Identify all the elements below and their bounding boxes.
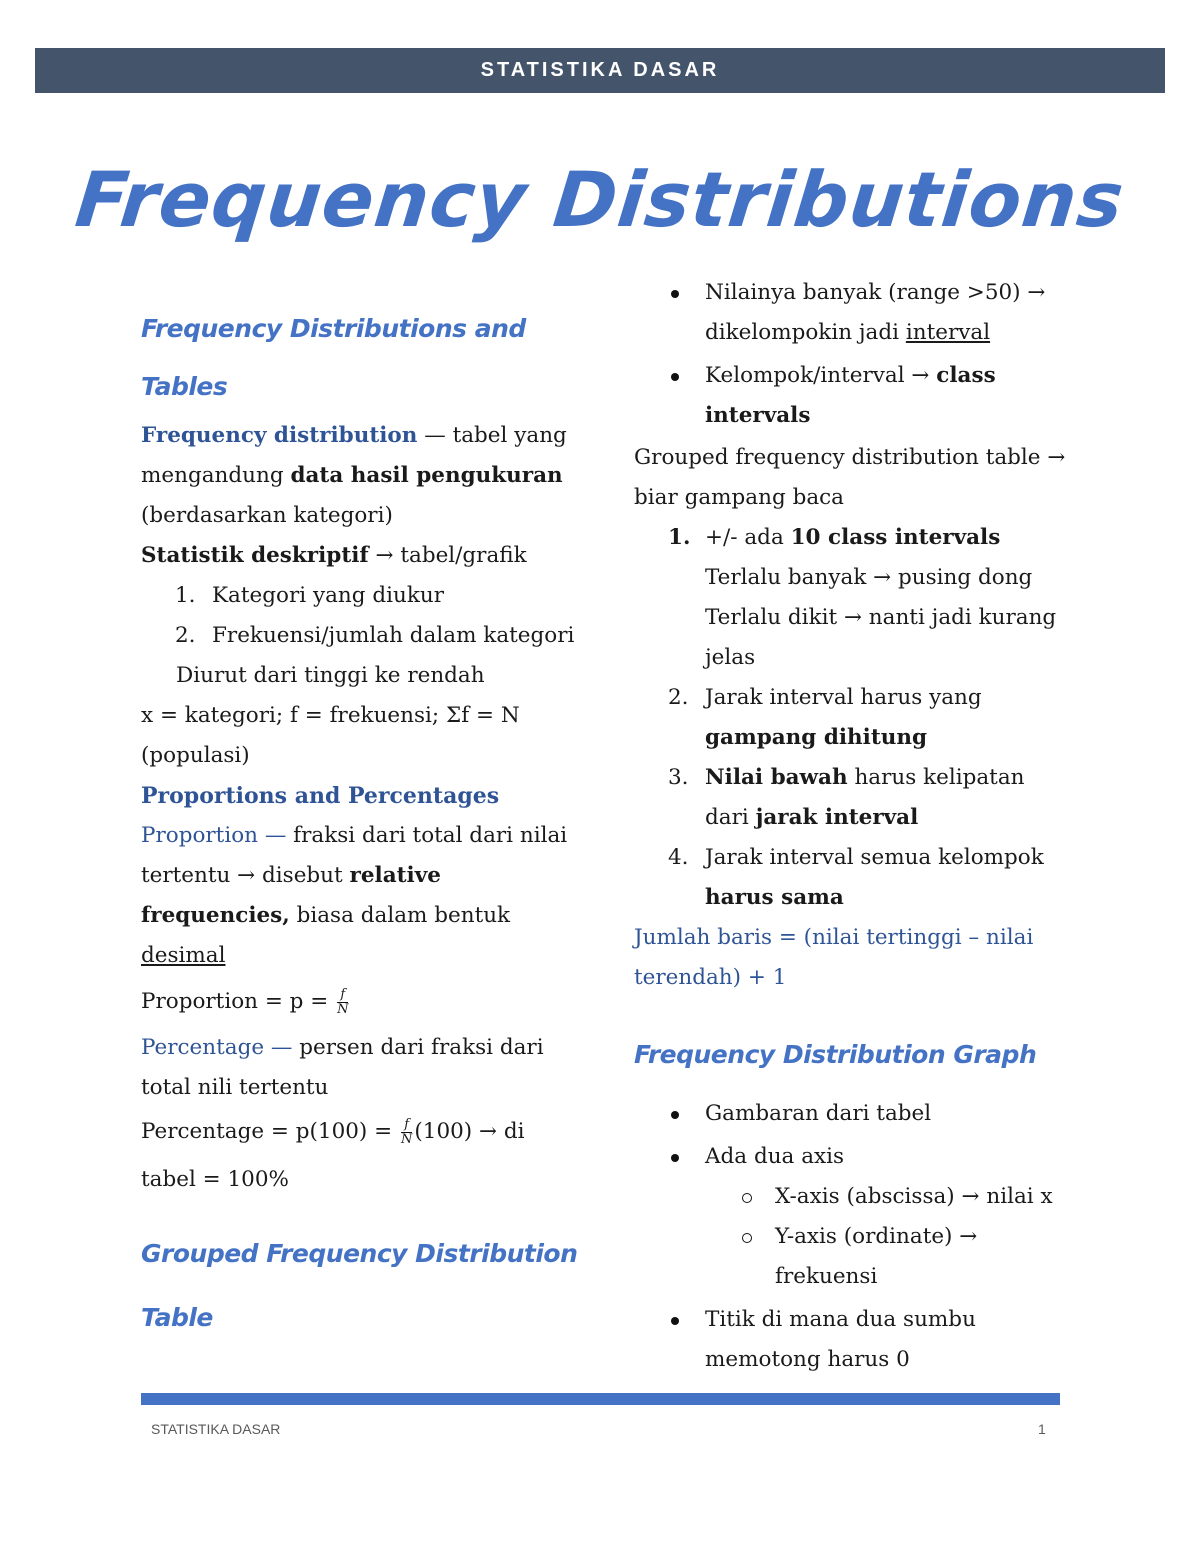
notation-line: x = kategori; f = frekuensi; Σf = N (populasi) xyxy=(141,703,520,768)
term-frequency-distribution: Frequency distribution xyxy=(141,423,418,448)
fraction-f-over-n: $\frac{f}{N}$ xyxy=(401,1116,413,1147)
sub-bullet-icon xyxy=(742,1233,752,1243)
proportion-definition: Proportion — fraksi dari total dari nilai tertentu → disebut relative frequencies, biasa dalam bentuk desimal xyxy=(141,823,568,968)
rows-formula: Jumlah baris = (nilai tertinggi – nilai terendah) + 1 xyxy=(634,925,1034,990)
header-bar xyxy=(35,48,1165,93)
bullet-icon xyxy=(671,290,679,298)
list-item: Kelompok/interval → class intervals xyxy=(634,356,1074,436)
list-item: 2. Jarak interval harus yang gampang dihitung xyxy=(668,685,982,750)
list-item: 2. Frekuensi/jumlah dalam kategori xyxy=(175,623,575,648)
list-item: 1. Kategori yang diukur xyxy=(175,583,444,608)
list-item: Gambaran dari tabel xyxy=(634,1094,1074,1134)
bullet-icon xyxy=(671,373,679,381)
footer-label: STATISTIKA DASAR xyxy=(151,1421,281,1437)
bullet-icon xyxy=(671,1111,679,1119)
list-item: 4. Jarak interval semua kelompok harus sama xyxy=(668,845,1044,910)
section-subtitle-proportions: Proportions and Percentages xyxy=(141,783,500,809)
list-item: Ada dua axis xyxy=(634,1137,1074,1177)
descriptive-stat-line: Statistik deskriptif → tabel/grafik xyxy=(141,543,527,568)
bullet-icon xyxy=(671,1317,679,1325)
footer-rule xyxy=(141,1393,1060,1405)
frequency-distribution-definition: Frequency distribution — tabel yang mengandung data hasil pengukuran (berdasarkan kategori) xyxy=(141,423,567,528)
percentage-formula: Percentage = p(100) = $\frac{f}{N}$ (100) → di tabel = 100% xyxy=(141,1116,525,1192)
list-item: Y-axis (ordinate) → frekuensi xyxy=(634,1217,1074,1297)
header-title: STATISTIKA DASAR xyxy=(480,59,720,81)
list-item: 3. Nilai bawah harus kelipatan dari jarak interval xyxy=(668,765,1025,830)
left-column xyxy=(141,300,581,1350)
list-item: Nilainya banyak (range >50) → dikelompokin jadi interval xyxy=(634,273,1074,353)
grouped-note: Grouped frequency distribution table → biar gampang baca xyxy=(634,445,1066,510)
bullet-icon xyxy=(671,1154,679,1162)
order-note: Diurut dari tinggi ke rendah xyxy=(176,663,485,688)
percentage-definition: Percentage — persen dari fraksi dari total nili tertentu xyxy=(141,1035,544,1100)
list-item: 1. +/- ada 10 class intervals Terlalu banyak → pusing dong Terlalu dikit → nanti jadi kurang jelas xyxy=(668,525,1057,670)
list-item: Titik di mana dua sumbu memotong harus 0 xyxy=(634,1300,1074,1380)
proportion-formula: Proportion = p = $\frac{f}{N}$ xyxy=(141,986,349,1017)
list-item: X-axis (abscissa) → nilai x xyxy=(634,1177,1074,1217)
section-title-grouped: Grouped Frequency Distribution Table xyxy=(141,1239,578,1332)
sub-bullet-icon xyxy=(742,1193,752,1203)
section-title-graph: Frequency Distribution Graph xyxy=(634,1040,1037,1069)
page-number: 1 xyxy=(1038,1421,1046,1437)
section-title-tables: Frequency Distributions and Tables xyxy=(141,314,526,401)
right-column xyxy=(634,273,1074,1380)
fraction-f-over-n: $\frac{f}{N}$ xyxy=(337,986,349,1017)
page-title: Frequency Distributions xyxy=(71,155,1129,244)
